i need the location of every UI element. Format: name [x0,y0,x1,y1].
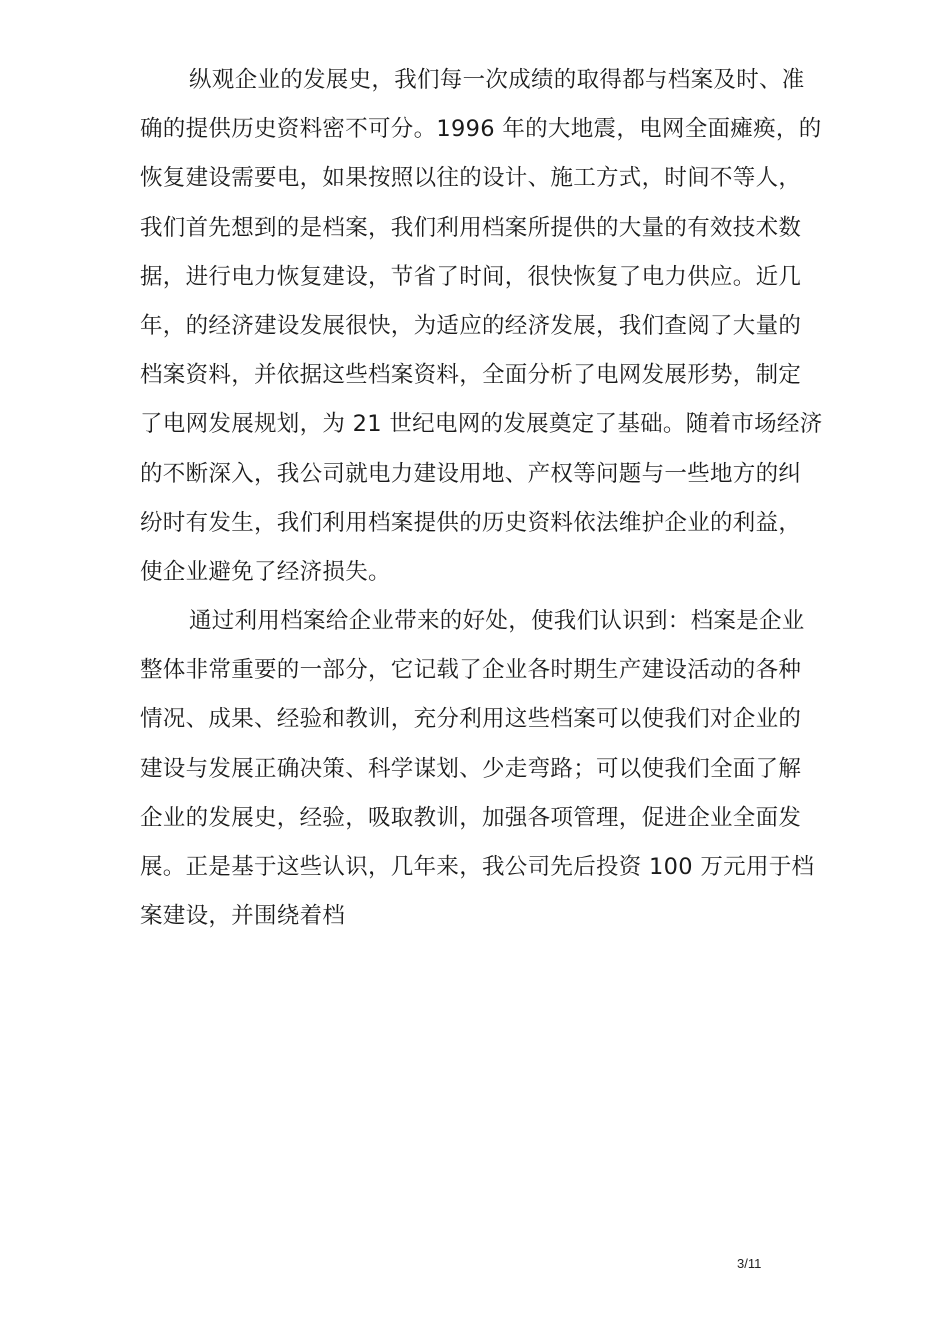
text-line: 情况、成果、经验和教训，充分利用这些档案可以使我们对企业的 [140,706,802,733]
paragraph-2 [140,597,830,941]
text-line: 恢复建设需要电，如果按照以往的设计、施工方式，时间不等人， [140,165,802,192]
text-line: 企业的发展史，经验，吸取教训，加强各项管理，促进企业全面发 [140,804,802,831]
text-line: 展。正是基于这些认识，几年来，我公司先后投资 100 万元用于档 [140,854,815,880]
text-line: 整体非常重要的一部分，它记载了企业各时期生产建设活动的各种 [140,657,802,684]
text-line: 建设与发展正确决策、科学谋划、少走弯路；可以使我们全面了解 [140,755,802,782]
text-line: 通过利用档案给企业带来的好处，使我们认识到：档案是企业 [189,608,805,635]
text-line: 确的提供历史资料密不可分。1996 年的大地震，电网全面瘫痪，的 [140,116,822,143]
text-line: 我们首先想到的是档案，我们利用档案所提供的大量的有效技术数 [140,214,802,241]
text-line: 了电网发展规划，为 21 世纪电网的发展奠定了基础。随着市场经济 [140,411,823,438]
text-line: 据，进行电力恢复建设，节省了时间，很快恢复了电力供应。近几 [140,263,802,290]
text-line: 使企业避免了经济损失。 [140,558,391,585]
body-text [140,56,830,941]
text-line: 纷时有发生，我们利用档案提供的历史资料依法维护企业的利益， [140,509,802,536]
text-line: 纵观企业的发展史，我们每一次成绩的取得都与档案及时、准 [189,67,805,93]
text-line: 年，的经济建设发展很快，为适应的经济发展，我们查阅了大量的 [140,312,802,339]
text-line: 案建设，并围绕着档 [140,903,346,930]
paragraph-1 [140,56,830,597]
text-line: 的不断深入，我公司就电力建设用地、产权等问题与一些地方的纠 [140,460,802,487]
text-line: 档案资料，并依据这些档案资料，全面分析了电网发展形势，制定 [140,362,802,389]
page-number: 3/11 [737,1256,762,1271]
